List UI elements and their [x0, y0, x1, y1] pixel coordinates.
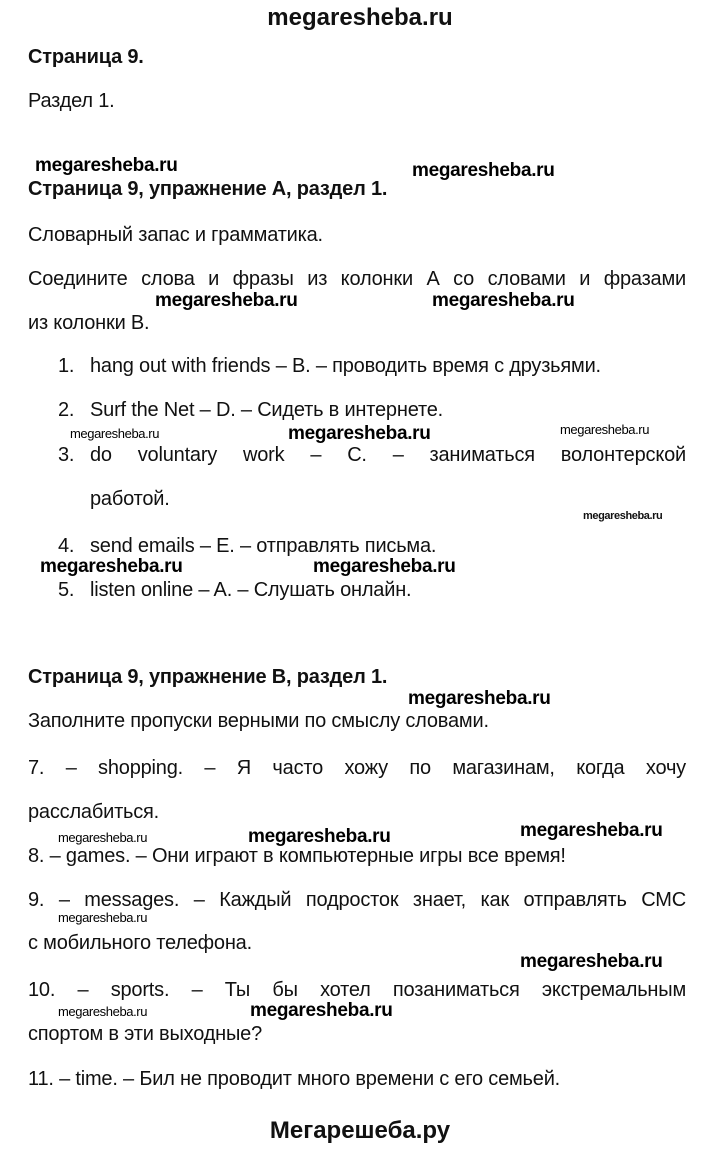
- watermark: megaresheba.ru: [250, 1000, 393, 1021]
- watermark: megaresheba.ru: [583, 510, 663, 522]
- list-item: [58, 399, 443, 422]
- list-item: [58, 579, 411, 602]
- exercise-a-instruction-cont: из колонки В.: [28, 312, 150, 334]
- item-text-cont: спортом в эти выходные?: [28, 1023, 263, 1045]
- item-number: 4.: [58, 535, 75, 557]
- exercise-b-title: Страница 9, упражнение B, раздел 1.: [28, 666, 388, 688]
- item-number: 3.: [58, 444, 75, 466]
- watermark: megaresheba.ru: [432, 290, 575, 311]
- watermark: megaresheba.ru: [520, 951, 663, 972]
- item-text: hang out with friends – B. – проводить время с друзьями.: [90, 355, 601, 377]
- watermark: megaresheba.ru: [155, 290, 298, 311]
- watermark: megaresheba.ru: [58, 1004, 148, 1019]
- watermark: megaresheba.ru: [40, 556, 183, 577]
- watermark: megaresheba.ru: [70, 426, 160, 441]
- watermark: megaresheba.ru: [58, 910, 148, 925]
- list-item: [58, 355, 601, 378]
- exercise-b-instruction: Заполните пропуски верными по смыслу словами.: [28, 710, 489, 732]
- list-item: 11. – time. – Бил не проводит много времени с его семьей.: [28, 1068, 561, 1090]
- item-text: do voluntary work – C. – заниматься волонтерской: [90, 444, 686, 466]
- watermark: megaresheba.ru: [288, 423, 431, 444]
- item-number: 1.: [58, 355, 75, 377]
- watermark: megaresheba.ru: [520, 820, 663, 841]
- list-item: 10. – sports. – Ты бы хотел позаниматься экстремальным: [28, 979, 686, 1001]
- list-item: 7. – shopping. – Я часто хожу по магазинам, когда хочу: [28, 757, 686, 779]
- item-text: Surf the Net – D. – Сидеть в интернете.: [90, 399, 443, 421]
- item-text-cont: с мобильного телефона.: [28, 932, 252, 954]
- watermark: megaresheba.ru: [58, 830, 148, 845]
- list-item: [58, 535, 436, 558]
- watermark: megaresheba.ru: [35, 155, 178, 176]
- item-number: 2.: [58, 399, 75, 421]
- exercise-a-instruction: Соедините слова и фразы из колонки А со словами и фразами: [28, 268, 686, 290]
- item-text: listen online – A. – Слушать онлайн.: [90, 579, 412, 601]
- site-header: megaresheba.ru: [267, 4, 453, 31]
- site-footer: Мегарешеба.ру: [269, 1117, 451, 1144]
- item-number: 5.: [58, 579, 75, 601]
- watermark: megaresheba.ru: [248, 826, 391, 847]
- watermark: megaresheba.ru: [560, 422, 650, 437]
- list-item: 9. – messages. – Каждый подросток знает, как отправлять СМС: [28, 889, 686, 911]
- page-title: Страница 9.: [28, 46, 144, 68]
- item-text-cont: расслабиться.: [28, 801, 160, 823]
- watermark: megaresheba.ru: [313, 556, 456, 577]
- list-item: 8. – games. – Они играют в компьютерные игры все время!: [28, 845, 566, 867]
- watermark: megaresheba.ru: [408, 688, 551, 709]
- exercise-a-title: Страница 9, упражнение А, раздел 1.: [28, 178, 388, 200]
- list-item: [58, 444, 686, 467]
- item-text-cont: работой.: [90, 488, 170, 510]
- item-text: send emails – E. – отправлять письма.: [90, 535, 437, 557]
- watermark: megaresheba.ru: [412, 160, 555, 181]
- section-label: Раздел 1.: [28, 90, 115, 112]
- exercise-a-subtitle: Словарный запас и грамматика.: [28, 224, 323, 246]
